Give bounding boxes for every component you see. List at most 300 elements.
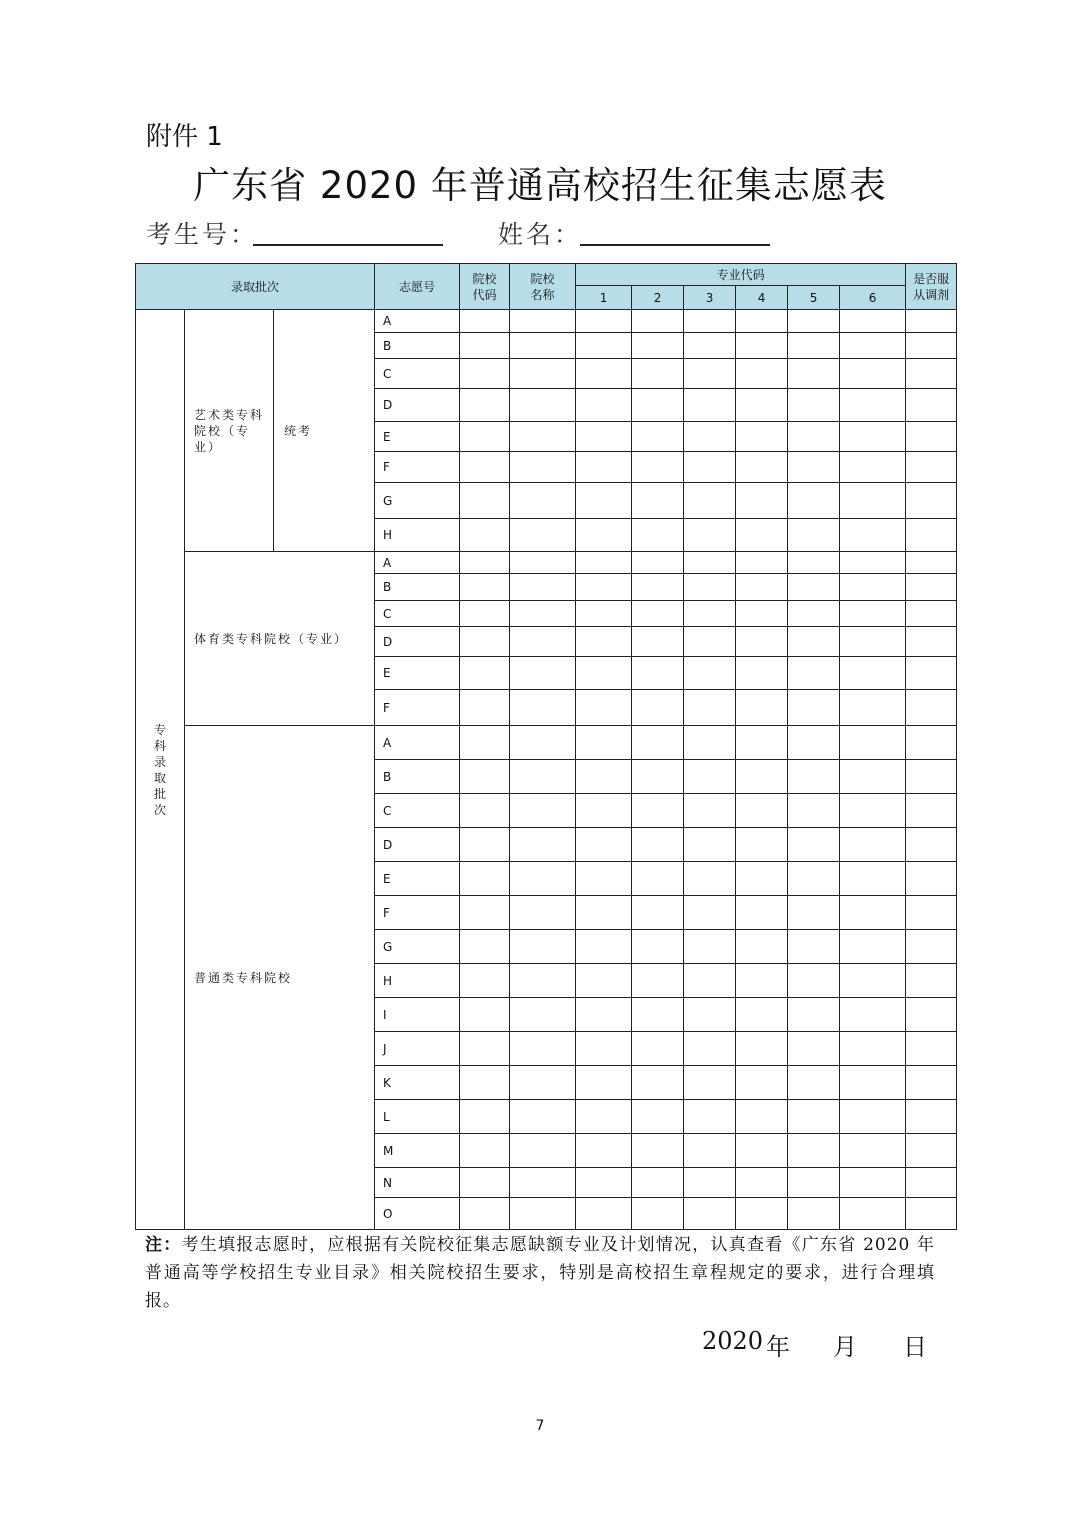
school-name-cell[interactable] xyxy=(510,359,576,389)
major-code-cell-5[interactable] xyxy=(788,1134,840,1168)
major-code-cell-2[interactable] xyxy=(632,998,684,1032)
obey-adjust-cell[interactable] xyxy=(906,389,957,422)
major-code-cell-6[interactable] xyxy=(840,862,906,896)
school-code-cell[interactable] xyxy=(460,389,510,422)
major-code-cell-4[interactable] xyxy=(736,794,788,828)
major-code-cell-4[interactable] xyxy=(736,389,788,422)
school-name-cell[interactable] xyxy=(510,657,576,690)
major-code-cell-2[interactable] xyxy=(632,627,684,657)
major-code-cell-5[interactable] xyxy=(788,359,840,389)
school-code-cell[interactable] xyxy=(460,422,510,452)
major-code-cell-4[interactable] xyxy=(736,828,788,862)
choice-no-cell: F xyxy=(375,896,460,930)
choice-no-cell: L xyxy=(375,1100,460,1134)
major-code-cell-6[interactable] xyxy=(840,1134,906,1168)
school-code-cell[interactable] xyxy=(460,627,510,657)
school-code-cell[interactable] xyxy=(460,1032,510,1066)
major-code-cell-6[interactable] xyxy=(840,657,906,690)
obey-adjust-cell[interactable] xyxy=(906,333,957,359)
exam-no-field[interactable] xyxy=(253,244,443,246)
major-code-cell-3[interactable] xyxy=(684,760,736,794)
obey-adjust-cell[interactable] xyxy=(906,483,957,519)
major-code-cell-1[interactable] xyxy=(576,794,632,828)
major-code-cell-5[interactable] xyxy=(788,574,840,601)
school-name-cell[interactable] xyxy=(510,452,576,483)
major-code-cell-1[interactable] xyxy=(576,1066,632,1100)
major-code-cell-6[interactable] xyxy=(840,452,906,483)
school-code-cell[interactable] xyxy=(460,552,510,574)
major-code-cell-3[interactable] xyxy=(684,422,736,452)
major-code-cell-1[interactable] xyxy=(576,896,632,930)
major-code-cell-5[interactable] xyxy=(788,333,840,359)
major-code-cell-3[interactable] xyxy=(684,896,736,930)
page-number: 7 xyxy=(535,1418,545,1434)
major-code-cell-5[interactable] xyxy=(788,1032,840,1066)
major-code-cell-5[interactable] xyxy=(788,862,840,896)
major-code-cell-6[interactable] xyxy=(840,359,906,389)
major-code-cell-5[interactable] xyxy=(788,964,840,998)
choice-no-cell: D xyxy=(375,828,460,862)
major-code-cell-5[interactable] xyxy=(788,452,840,483)
major-code-cell-2[interactable] xyxy=(632,657,684,690)
major-code-cell-2[interactable] xyxy=(632,519,684,552)
obey-adjust-cell[interactable] xyxy=(906,359,957,389)
major-code-cell-2[interactable] xyxy=(632,1032,684,1066)
school-code-cell[interactable] xyxy=(460,1134,510,1168)
major-code-cell-5[interactable] xyxy=(788,310,840,333)
major-code-cell-2[interactable] xyxy=(632,930,684,964)
major-code-cell-5[interactable] xyxy=(788,552,840,574)
school-name-cell[interactable] xyxy=(510,1134,576,1168)
major-code-cell-4[interactable] xyxy=(736,483,788,519)
major-code-cell-1[interactable] xyxy=(576,1134,632,1168)
major-code-cell-4[interactable] xyxy=(736,1066,788,1100)
major-code-cell-4[interactable] xyxy=(736,930,788,964)
school-name-cell[interactable] xyxy=(510,422,576,452)
obey-adjust-cell[interactable] xyxy=(906,998,957,1032)
major-code-cell-3[interactable] xyxy=(684,359,736,389)
school-code-cell[interactable] xyxy=(460,333,510,359)
attachment-label: 附件 1 xyxy=(146,122,223,152)
major-code-cell-1[interactable] xyxy=(576,726,632,760)
name-field[interactable] xyxy=(580,244,770,246)
header-school-code: 院校代码 xyxy=(460,264,510,310)
major-code-cell-6[interactable] xyxy=(840,1168,906,1198)
obey-adjust-cell[interactable] xyxy=(906,760,957,794)
major-code-cell-3[interactable] xyxy=(684,726,736,760)
major-code-cell-6[interactable] xyxy=(840,1198,906,1230)
major-code-cell-5[interactable] xyxy=(788,1198,840,1230)
school-code-cell[interactable] xyxy=(460,964,510,998)
major-code-cell-4[interactable] xyxy=(736,552,788,574)
school-name-cell[interactable] xyxy=(510,930,576,964)
major-code-cell-3[interactable] xyxy=(684,828,736,862)
obey-adjust-cell[interactable] xyxy=(906,794,957,828)
school-name-cell[interactable] xyxy=(510,310,576,333)
major-code-cell-3[interactable] xyxy=(684,452,736,483)
school-code-cell[interactable] xyxy=(460,862,510,896)
major-code-cell-3[interactable] xyxy=(684,690,736,726)
major-code-cell-5[interactable] xyxy=(788,930,840,964)
major-code-cell-3[interactable] xyxy=(684,964,736,998)
choice-no-cell: I xyxy=(375,998,460,1032)
school-code-cell[interactable] xyxy=(460,726,510,760)
major-code-cell-6[interactable] xyxy=(840,422,906,452)
major-code-cell-3[interactable] xyxy=(684,794,736,828)
major-code-cell-3[interactable] xyxy=(684,483,736,519)
major-code-cell-2[interactable] xyxy=(632,1134,684,1168)
major-code-cell-5[interactable] xyxy=(788,726,840,760)
choice-no-cell: K xyxy=(375,1066,460,1100)
major-code-cell-1[interactable] xyxy=(576,422,632,452)
school-name-cell[interactable] xyxy=(510,333,576,359)
major-code-cell-1[interactable] xyxy=(576,1100,632,1134)
header-obey-adjust: 是否服从调剂 xyxy=(906,264,957,310)
choice-no-cell: A xyxy=(375,726,460,760)
school-code-cell[interactable] xyxy=(460,359,510,389)
major-code-cell-6[interactable] xyxy=(840,964,906,998)
major-code-cell-3[interactable] xyxy=(684,574,736,601)
major-code-cell-1[interactable] xyxy=(576,828,632,862)
major-code-cell-3[interactable] xyxy=(684,998,736,1032)
major-code-cell-1[interactable] xyxy=(576,930,632,964)
school-name-cell[interactable] xyxy=(510,794,576,828)
major-code-cell-1[interactable] xyxy=(576,519,632,552)
school-name-cell[interactable] xyxy=(510,862,576,896)
major-code-cell-2[interactable] xyxy=(632,690,684,726)
major-code-cell-1[interactable] xyxy=(576,574,632,601)
major-code-cell-5[interactable] xyxy=(788,627,840,657)
major-code-cell-5[interactable] xyxy=(788,1100,840,1134)
school-name-cell[interactable] xyxy=(510,1100,576,1134)
school-code-cell[interactable] xyxy=(460,896,510,930)
school-name-cell[interactable] xyxy=(510,483,576,519)
major-code-cell-3[interactable] xyxy=(684,627,736,657)
major-code-cell-5[interactable] xyxy=(788,519,840,552)
choice-no-cell: M xyxy=(375,1134,460,1168)
choice-no-cell: B xyxy=(375,760,460,794)
school-code-cell[interactable] xyxy=(460,1100,510,1134)
major-code-cell-4[interactable] xyxy=(736,627,788,657)
major-code-cell-2[interactable] xyxy=(632,896,684,930)
major-code-cell-1[interactable] xyxy=(576,601,632,627)
obey-adjust-cell[interactable] xyxy=(906,519,957,552)
major-code-cell-1[interactable] xyxy=(576,760,632,794)
major-code-cell-4[interactable] xyxy=(736,964,788,998)
school-name-cell[interactable] xyxy=(510,896,576,930)
major-code-cell-4[interactable] xyxy=(736,896,788,930)
obey-adjust-cell[interactable] xyxy=(906,930,957,964)
school-code-cell[interactable] xyxy=(460,760,510,794)
name-label: 姓名： xyxy=(498,220,583,249)
major-code-cell-5[interactable] xyxy=(788,1168,840,1198)
category-art-label: 艺术类专科院校（专业） xyxy=(194,407,265,454)
major-code-cell-4[interactable] xyxy=(736,760,788,794)
school-code-cell[interactable] xyxy=(460,690,510,726)
obey-adjust-cell[interactable] xyxy=(906,690,957,726)
choice-no-cell: F xyxy=(375,452,460,483)
major-code-cell-2[interactable] xyxy=(632,601,684,627)
major-code-cell-6[interactable] xyxy=(840,760,906,794)
school-code-cell[interactable] xyxy=(460,519,510,552)
application-table xyxy=(135,263,957,1230)
school-name-cell[interactable] xyxy=(510,964,576,998)
major-code-cell-1[interactable] xyxy=(576,998,632,1032)
date-month-label: 月 xyxy=(833,1333,857,1361)
school-name-cell[interactable] xyxy=(510,627,576,657)
header-major-6: 6 xyxy=(840,286,906,310)
major-code-cell-5[interactable] xyxy=(788,483,840,519)
major-code-cell-2[interactable] xyxy=(632,389,684,422)
major-code-cell-3[interactable] xyxy=(684,389,736,422)
major-code-cell-6[interactable] xyxy=(840,519,906,552)
school-name-cell[interactable] xyxy=(510,1066,576,1100)
major-code-cell-6[interactable] xyxy=(840,574,906,601)
major-code-cell-4[interactable] xyxy=(736,310,788,333)
school-name-cell[interactable] xyxy=(510,760,576,794)
major-code-cell-2[interactable] xyxy=(632,452,684,483)
major-code-cell-4[interactable] xyxy=(736,1100,788,1134)
major-code-cell-5[interactable] xyxy=(788,794,840,828)
major-code-cell-1[interactable] xyxy=(576,359,632,389)
major-code-cell-1[interactable] xyxy=(576,657,632,690)
obey-adjust-cell[interactable] xyxy=(906,1032,957,1066)
school-code-cell[interactable] xyxy=(460,794,510,828)
school-name-cell[interactable] xyxy=(510,574,576,601)
obey-adjust-cell[interactable] xyxy=(906,964,957,998)
major-code-cell-5[interactable] xyxy=(788,1066,840,1100)
major-code-cell-1[interactable] xyxy=(576,690,632,726)
major-code-cell-1[interactable] xyxy=(576,389,632,422)
major-code-cell-2[interactable] xyxy=(632,828,684,862)
major-code-cell-4[interactable] xyxy=(736,359,788,389)
major-code-cell-2[interactable] xyxy=(632,760,684,794)
major-code-cell-6[interactable] xyxy=(840,601,906,627)
school-name-cell[interactable] xyxy=(510,998,576,1032)
school-name-cell[interactable] xyxy=(510,552,576,574)
major-code-cell-1[interactable] xyxy=(576,1032,632,1066)
obey-adjust-cell[interactable] xyxy=(906,1168,957,1198)
choice-no-cell: E xyxy=(375,657,460,690)
category-art xyxy=(185,310,274,552)
school-name-cell[interactable] xyxy=(510,601,576,627)
obey-adjust-cell[interactable] xyxy=(906,452,957,483)
school-name-cell[interactable] xyxy=(510,1198,576,1230)
major-code-cell-1[interactable] xyxy=(576,1168,632,1198)
major-code-cell-4[interactable] xyxy=(736,422,788,452)
school-code-cell[interactable] xyxy=(460,1066,510,1100)
major-code-cell-2[interactable] xyxy=(632,310,684,333)
major-code-cell-2[interactable] xyxy=(632,964,684,998)
major-code-cell-3[interactable] xyxy=(684,930,736,964)
major-code-cell-5[interactable] xyxy=(788,690,840,726)
major-code-cell-3[interactable] xyxy=(684,519,736,552)
category-art-sub: 统考 xyxy=(274,310,375,552)
table-row xyxy=(136,552,957,574)
major-code-cell-5[interactable] xyxy=(788,601,840,627)
header-major-4: 4 xyxy=(736,286,788,310)
major-code-cell-5[interactable] xyxy=(788,896,840,930)
choice-no-cell: O xyxy=(375,1198,460,1230)
obey-adjust-cell[interactable] xyxy=(906,1134,957,1168)
school-name-cell[interactable] xyxy=(510,690,576,726)
major-code-cell-6[interactable] xyxy=(840,627,906,657)
major-code-cell-4[interactable] xyxy=(736,998,788,1032)
major-code-cell-4[interactable] xyxy=(736,862,788,896)
obey-adjust-cell[interactable] xyxy=(906,862,957,896)
major-code-cell-3[interactable] xyxy=(684,1134,736,1168)
major-code-cell-4[interactable] xyxy=(736,601,788,627)
table-row xyxy=(136,310,957,333)
major-code-cell-3[interactable] xyxy=(684,601,736,627)
major-code-cell-4[interactable] xyxy=(736,690,788,726)
major-code-cell-1[interactable] xyxy=(576,627,632,657)
major-code-cell-6[interactable] xyxy=(840,552,906,574)
major-code-cell-6[interactable] xyxy=(840,794,906,828)
major-code-cell-3[interactable] xyxy=(684,1168,736,1198)
major-code-cell-3[interactable] xyxy=(684,1032,736,1066)
major-code-cell-4[interactable] xyxy=(736,1032,788,1066)
major-code-cell-3[interactable] xyxy=(684,1066,736,1100)
major-code-cell-6[interactable] xyxy=(840,726,906,760)
batch-label: 专科录取批次 xyxy=(153,722,166,817)
obey-adjust-cell[interactable] xyxy=(906,574,957,601)
school-code-cell[interactable] xyxy=(460,483,510,519)
major-code-cell-5[interactable] xyxy=(788,760,840,794)
major-code-cell-2[interactable] xyxy=(632,862,684,896)
major-code-cell-4[interactable] xyxy=(736,726,788,760)
major-code-cell-2[interactable] xyxy=(632,1198,684,1230)
major-code-cell-2[interactable] xyxy=(632,1168,684,1198)
major-code-cell-2[interactable] xyxy=(632,574,684,601)
school-name-cell[interactable] xyxy=(510,726,576,760)
school-code-cell[interactable] xyxy=(460,1198,510,1230)
major-code-cell-2[interactable] xyxy=(632,422,684,452)
major-code-cell-6[interactable] xyxy=(840,483,906,519)
major-code-cell-6[interactable] xyxy=(840,1066,906,1100)
obey-adjust-cell[interactable] xyxy=(906,828,957,862)
major-code-cell-5[interactable] xyxy=(788,422,840,452)
major-code-cell-2[interactable] xyxy=(632,726,684,760)
major-code-cell-4[interactable] xyxy=(736,1134,788,1168)
obey-adjust-cell[interactable] xyxy=(906,1066,957,1100)
obey-adjust-cell[interactable] xyxy=(906,896,957,930)
obey-adjust-cell[interactable] xyxy=(906,657,957,690)
major-code-cell-6[interactable] xyxy=(840,930,906,964)
school-code-cell[interactable] xyxy=(460,930,510,964)
obey-adjust-cell[interactable] xyxy=(906,552,957,574)
major-code-cell-4[interactable] xyxy=(736,1168,788,1198)
major-code-cell-1[interactable] xyxy=(576,964,632,998)
school-name-cell[interactable] xyxy=(510,1032,576,1066)
school-code-cell[interactable] xyxy=(460,828,510,862)
major-code-cell-2[interactable] xyxy=(632,1066,684,1100)
obey-adjust-cell[interactable] xyxy=(906,310,957,333)
major-code-cell-2[interactable] xyxy=(632,1100,684,1134)
major-code-cell-2[interactable] xyxy=(632,483,684,519)
school-code-cell[interactable] xyxy=(460,310,510,333)
major-code-cell-1[interactable] xyxy=(576,483,632,519)
major-code-cell-3[interactable] xyxy=(684,552,736,574)
major-code-cell-2[interactable] xyxy=(632,552,684,574)
major-code-cell-2[interactable] xyxy=(632,333,684,359)
choice-no-cell: B xyxy=(375,574,460,601)
major-code-cell-3[interactable] xyxy=(684,333,736,359)
major-code-cell-1[interactable] xyxy=(576,452,632,483)
obey-adjust-cell[interactable] xyxy=(906,1100,957,1134)
major-code-cell-1[interactable] xyxy=(576,862,632,896)
major-code-cell-1[interactable] xyxy=(576,333,632,359)
major-code-cell-4[interactable] xyxy=(736,519,788,552)
major-code-cell-3[interactable] xyxy=(684,862,736,896)
major-code-cell-2[interactable] xyxy=(632,359,684,389)
major-code-cell-4[interactable] xyxy=(736,1198,788,1230)
major-code-cell-3[interactable] xyxy=(684,657,736,690)
choice-no-cell: C xyxy=(375,601,460,627)
header-choice-no: 志愿号 xyxy=(375,264,460,310)
major-code-cell-4[interactable] xyxy=(736,333,788,359)
major-code-cell-5[interactable] xyxy=(788,828,840,862)
note-prefix: 注： xyxy=(145,1235,182,1255)
major-code-cell-6[interactable] xyxy=(840,998,906,1032)
major-code-cell-6[interactable] xyxy=(840,1032,906,1066)
school-code-cell[interactable] xyxy=(460,452,510,483)
major-code-cell-6[interactable] xyxy=(840,828,906,862)
major-code-cell-1[interactable] xyxy=(576,310,632,333)
school-name-cell[interactable] xyxy=(510,389,576,422)
major-code-cell-6[interactable] xyxy=(840,310,906,333)
school-code-cell[interactable] xyxy=(460,1168,510,1198)
major-code-cell-2[interactable] xyxy=(632,794,684,828)
school-name-cell[interactable] xyxy=(510,519,576,552)
major-code-cell-4[interactable] xyxy=(736,574,788,601)
major-code-cell-3[interactable] xyxy=(684,1100,736,1134)
obey-adjust-cell[interactable] xyxy=(906,726,957,760)
date-year-label: 年 xyxy=(766,1333,790,1361)
category-sport: 体育类专科院校（专业） xyxy=(185,552,375,726)
major-code-cell-5[interactable] xyxy=(788,998,840,1032)
school-code-cell[interactable] xyxy=(460,601,510,627)
major-code-cell-5[interactable] xyxy=(788,657,840,690)
school-code-cell[interactable] xyxy=(460,657,510,690)
major-code-cell-3[interactable] xyxy=(684,310,736,333)
major-code-cell-4[interactable] xyxy=(736,657,788,690)
major-code-cell-6[interactable] xyxy=(840,389,906,422)
table-row xyxy=(136,726,957,760)
school-name-cell[interactable] xyxy=(510,1168,576,1198)
major-code-cell-1[interactable] xyxy=(576,1198,632,1230)
major-code-cell-5[interactable] xyxy=(788,389,840,422)
major-code-cell-6[interactable] xyxy=(840,1100,906,1134)
exam-no-label: 考生号： xyxy=(146,220,259,249)
major-code-cell-3[interactable] xyxy=(684,1198,736,1230)
major-code-cell-4[interactable] xyxy=(736,452,788,483)
major-code-cell-1[interactable] xyxy=(576,552,632,574)
obey-adjust-cell[interactable] xyxy=(906,627,957,657)
obey-adjust-cell[interactable] xyxy=(906,422,957,452)
choice-no-cell: A xyxy=(375,310,460,333)
major-code-cell-6[interactable] xyxy=(840,896,906,930)
obey-adjust-cell[interactable] xyxy=(906,1198,957,1230)
school-code-cell[interactable] xyxy=(460,574,510,601)
major-code-cell-6[interactable] xyxy=(840,333,906,359)
school-name-cell[interactable] xyxy=(510,828,576,862)
obey-adjust-cell[interactable] xyxy=(906,601,957,627)
header-major-code: 专业代码 xyxy=(576,264,906,286)
school-code-cell[interactable] xyxy=(460,998,510,1032)
choice-no-cell: H xyxy=(375,519,460,552)
major-code-cell-6[interactable] xyxy=(840,690,906,726)
